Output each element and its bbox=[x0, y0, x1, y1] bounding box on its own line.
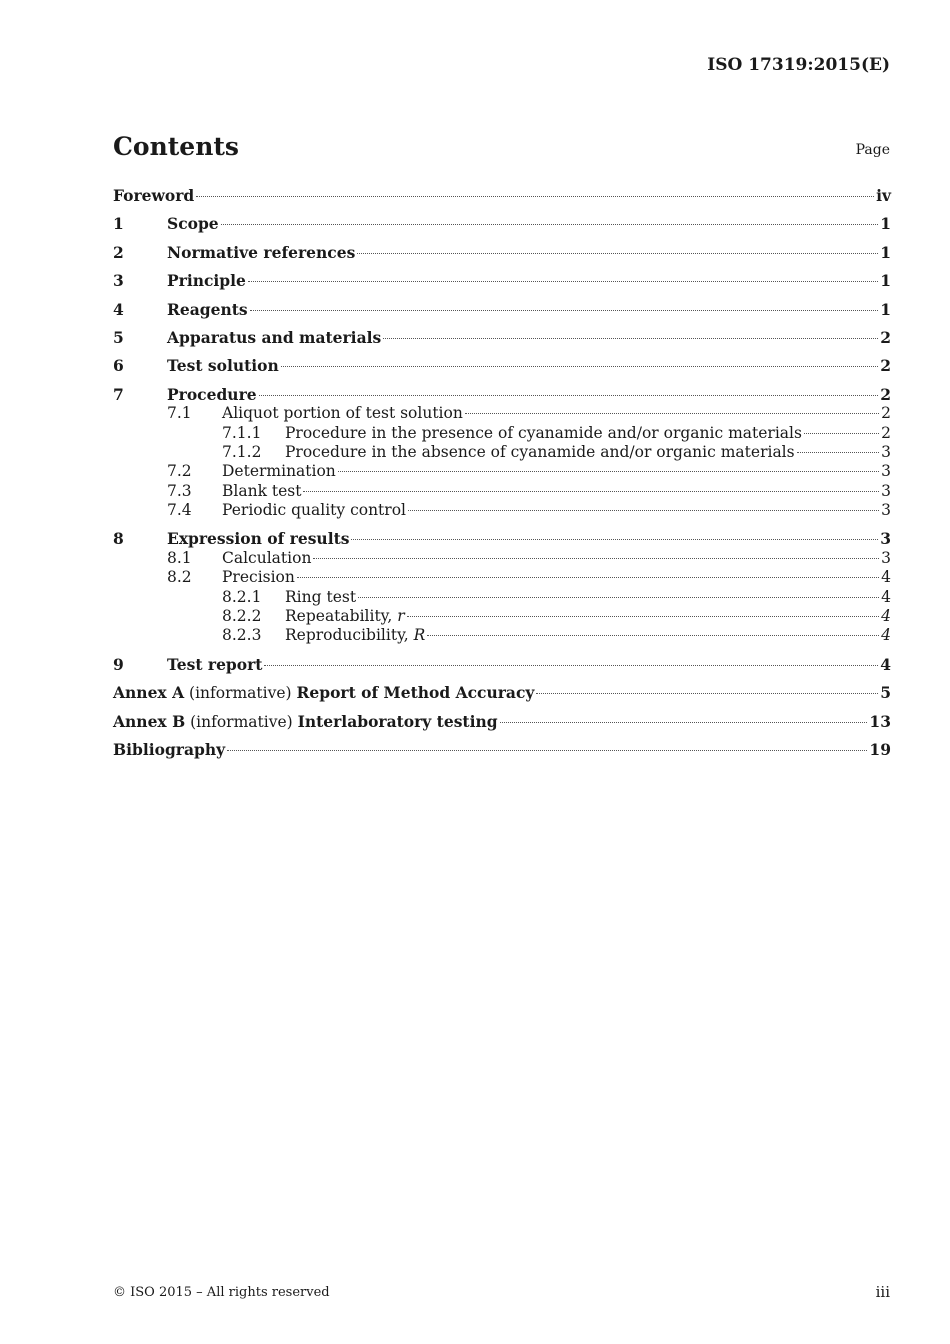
toc-page: 1 bbox=[880, 214, 891, 234]
toc-entry-reproducibility[interactable] bbox=[113, 626, 891, 645]
toc-label: Calculation bbox=[222, 548, 312, 567]
toc-leader bbox=[407, 616, 879, 617]
toc-entry-reagents[interactable] bbox=[113, 300, 891, 319]
toc-number: 7.3 bbox=[167, 481, 192, 500]
toc-entry-apparatus[interactable] bbox=[113, 328, 891, 347]
toc-entry-scope[interactable] bbox=[113, 214, 891, 233]
toc-leader bbox=[281, 366, 878, 367]
toc-page: 3 bbox=[881, 462, 891, 481]
toc-label: Bibliography bbox=[113, 739, 226, 759]
toc-label: Ring test bbox=[285, 587, 357, 606]
toc-leader bbox=[196, 196, 874, 197]
toc-entry-annex-b[interactable] bbox=[113, 712, 891, 731]
toc-label: Periodic quality control bbox=[222, 501, 406, 520]
document-id: ISO 17319:2015(E) bbox=[707, 55, 890, 75]
toc-number: 9 bbox=[113, 654, 124, 674]
toc-entry-determination[interactable] bbox=[113, 462, 891, 481]
toc-label: Foreword bbox=[113, 186, 195, 205]
toc-entry-bibliography[interactable] bbox=[113, 740, 891, 759]
toc-label: Precision bbox=[222, 568, 295, 587]
toc-page: 5 bbox=[880, 683, 891, 703]
toc-number: 7.4 bbox=[167, 501, 192, 520]
annex-title: Report of Method Accuracy bbox=[296, 683, 535, 703]
toc-leader bbox=[465, 413, 879, 414]
toc-leader bbox=[227, 750, 867, 751]
toc-leader bbox=[338, 471, 879, 472]
toc-leader bbox=[500, 722, 868, 723]
page-number: iii bbox=[875, 1283, 890, 1301]
toc-label: Reagents bbox=[167, 299, 248, 319]
toc-number: 7.1.2 bbox=[222, 442, 262, 461]
toc-entry-test-solution[interactable] bbox=[113, 356, 891, 375]
toc-entry-aliquot-portion[interactable] bbox=[113, 404, 891, 423]
toc-entry-foreword[interactable] bbox=[113, 186, 891, 205]
toc-number: 7 bbox=[113, 384, 124, 404]
toc-page: 1 bbox=[880, 299, 891, 319]
toc-page: 1 bbox=[880, 242, 891, 262]
toc-number: 5 bbox=[113, 327, 124, 347]
toc-label: Procedure bbox=[167, 384, 257, 404]
toc-leader bbox=[797, 452, 880, 453]
toc-label-text: Repeatability, bbox=[285, 607, 398, 626]
toc-leader bbox=[357, 253, 878, 254]
toc-number: 8.2.1 bbox=[222, 587, 262, 606]
toc-page: 1 bbox=[880, 271, 891, 291]
toc-entry-normative-references[interactable] bbox=[113, 243, 891, 262]
toc-label bbox=[113, 683, 534, 703]
toc-leader bbox=[383, 338, 878, 339]
toc-label: Determination bbox=[222, 462, 336, 481]
toc-number: 1 bbox=[113, 214, 124, 234]
toc-label-text: Reproducibility, bbox=[285, 626, 414, 645]
toc-page: 2 bbox=[880, 384, 891, 404]
toc-number: 8.2.2 bbox=[222, 607, 262, 626]
toc-label bbox=[285, 626, 425, 645]
toc-label bbox=[285, 607, 405, 626]
toc-label: Apparatus and materials bbox=[167, 327, 382, 347]
toc-number: 8.2.3 bbox=[222, 626, 262, 645]
toc-entry-principle[interactable] bbox=[113, 271, 891, 290]
toc-leader bbox=[351, 539, 878, 540]
toc-label-symbol: R bbox=[413, 626, 426, 645]
toc-leader bbox=[804, 433, 879, 434]
toc-number: 2 bbox=[113, 242, 124, 262]
toc-leader bbox=[250, 310, 879, 311]
toc-leader bbox=[264, 665, 878, 666]
toc-page: 2 bbox=[880, 327, 891, 347]
toc-entry-procedure-presence[interactable] bbox=[113, 424, 891, 443]
toc-number: 8.2 bbox=[167, 568, 192, 587]
toc-page: 3 bbox=[881, 501, 891, 520]
toc-leader bbox=[427, 635, 879, 636]
toc-leader bbox=[221, 224, 879, 225]
toc-page: iv bbox=[876, 186, 891, 205]
toc-leader bbox=[408, 510, 879, 511]
toc-entry-blank-test[interactable] bbox=[113, 482, 891, 501]
toc-entry-expression-of-results[interactable] bbox=[113, 529, 891, 548]
toc-number: 7.2 bbox=[167, 462, 192, 481]
toc-label: Aliquot portion of test solution bbox=[222, 404, 463, 423]
toc-page: 4 bbox=[881, 626, 891, 645]
toc-leader bbox=[313, 558, 879, 559]
toc-page: 13 bbox=[869, 711, 891, 731]
toc-page: 4 bbox=[881, 607, 891, 626]
toc-label-symbol: r bbox=[397, 607, 405, 626]
toc-label: Expression of results bbox=[167, 529, 350, 549]
toc-leader bbox=[259, 395, 879, 396]
toc-page: 3 bbox=[881, 442, 891, 461]
toc-label: Test report bbox=[167, 654, 263, 674]
toc-leader bbox=[303, 491, 879, 492]
toc-leader bbox=[248, 281, 878, 282]
toc-number: 6 bbox=[113, 356, 124, 376]
toc-entry-test-report[interactable] bbox=[113, 655, 891, 674]
annex-type: (informative) bbox=[184, 684, 297, 703]
page-column-label: Page bbox=[855, 142, 890, 158]
toc-page: 2 bbox=[881, 404, 891, 423]
toc-entry-repeatability[interactable] bbox=[113, 607, 891, 626]
annex-title: Interlaboratory testing bbox=[297, 711, 498, 731]
toc-entry-calculation[interactable] bbox=[113, 549, 891, 568]
toc-entry-procedure[interactable] bbox=[113, 385, 891, 404]
toc-number: 8.1 bbox=[167, 548, 192, 567]
toc-number: 8 bbox=[113, 529, 124, 549]
toc-page: 19 bbox=[869, 739, 891, 759]
toc-page: 4 bbox=[881, 587, 891, 606]
toc-label: Blank test bbox=[222, 481, 302, 500]
toc-page: 4 bbox=[880, 654, 891, 674]
toc-page: 3 bbox=[881, 481, 891, 500]
toc-number: 3 bbox=[113, 271, 124, 291]
toc-number: 7.1.1 bbox=[222, 423, 262, 442]
toc-label: Scope bbox=[167, 214, 219, 234]
toc-entry-annex-a[interactable] bbox=[113, 683, 891, 702]
toc-leader bbox=[536, 693, 878, 694]
toc-page: 2 bbox=[880, 356, 891, 376]
toc-page: 2 bbox=[881, 423, 891, 442]
toc-entry-periodic-quality-control[interactable] bbox=[113, 501, 891, 520]
toc-label: Procedure in the absence of cyanamide and/or organic materials bbox=[285, 442, 795, 461]
contents-title: Contents bbox=[113, 132, 240, 161]
toc-page: 3 bbox=[880, 529, 891, 549]
annex-prefix: Annex A bbox=[113, 683, 185, 703]
toc-label: Test solution bbox=[167, 356, 279, 376]
annex-prefix: Annex B bbox=[113, 711, 186, 731]
toc-entry-precision[interactable] bbox=[113, 568, 891, 587]
toc-page: 3 bbox=[881, 548, 891, 567]
toc-number: 7.1 bbox=[167, 404, 192, 423]
toc-leader bbox=[297, 577, 879, 578]
toc-leader bbox=[358, 597, 879, 598]
copyright-notice: © ISO 2015 – All rights reserved bbox=[113, 1285, 330, 1300]
toc-label: Principle bbox=[167, 271, 246, 291]
toc-page: 4 bbox=[881, 568, 891, 587]
toc-label bbox=[113, 712, 498, 732]
toc-entry-procedure-absence[interactable] bbox=[113, 443, 891, 462]
annex-type: (informative) bbox=[185, 712, 298, 731]
toc-label: Procedure in the presence of cyanamide and/or organic materials bbox=[285, 423, 802, 442]
table-of-contents bbox=[113, 186, 891, 759]
toc-label: Normative references bbox=[167, 242, 356, 262]
toc-number: 4 bbox=[113, 299, 124, 319]
toc-entry-ring-test[interactable] bbox=[113, 588, 891, 607]
